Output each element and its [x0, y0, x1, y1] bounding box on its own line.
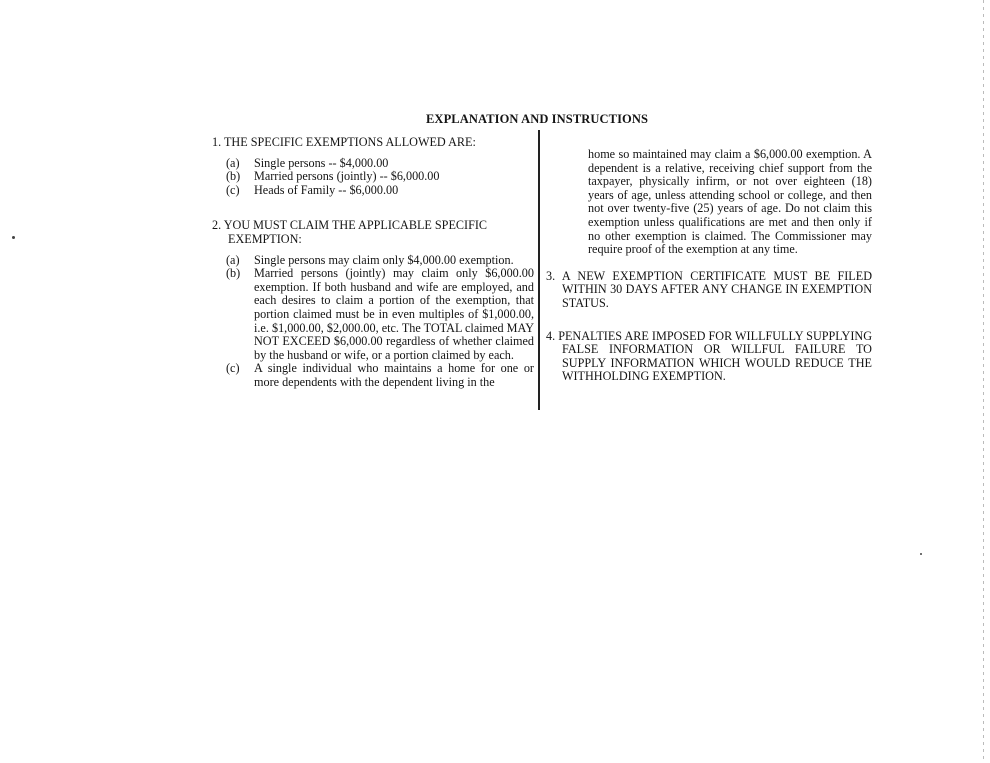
list-item — [212, 170, 534, 184]
section-1-heading: 1. THE SPECIFIC EXEMPTIONS ALLOWED ARE: — [212, 135, 476, 149]
list-item — [212, 157, 534, 171]
section-4-heading: 4. PENALTIES ARE IMPOSED FOR WILLFULLY SUPPLYING FALSE INFORMATION OR WILLFUL FAILURE TO SUPPLY INFORMATION WHICH WOULD REDUCE THE WITHHOLDING EXEMPTION. — [546, 328, 872, 384]
list-item — [212, 267, 534, 362]
column-divider — [538, 130, 540, 410]
list-item — [212, 254, 534, 268]
scan-speck — [920, 553, 922, 555]
right-column — [546, 148, 872, 384]
item-text: Single persons -- $4,000.00 — [254, 155, 389, 170]
item-text: Heads of Family -- $6,000.00 — [254, 182, 399, 197]
scan-speck — [12, 236, 15, 239]
item-letter: (b) — [226, 266, 241, 281]
item-letter: (b) — [226, 169, 241, 184]
item-letter: (c) — [226, 182, 240, 197]
page-title: EXPLANATION AND INSTRUCTIONS — [426, 112, 649, 126]
item-text: Single persons may claim only $4,000.00 exemption. — [254, 252, 514, 267]
section-3-heading: 3. A NEW EXEMPTION CERTIFICATE MUST BE FILED WITHIN 30 DAYS AFTER ANY CHANGE IN EXEMPTION STATUS. — [546, 268, 872, 310]
section-claim-exemption — [212, 219, 534, 389]
scan-edge-line — [983, 0, 984, 763]
section-1-list — [212, 157, 534, 198]
section-specific-exemptions — [212, 136, 534, 197]
left-column — [212, 136, 534, 390]
list-item — [212, 362, 534, 389]
item-letter: (a) — [226, 155, 240, 170]
item-letter: (c) — [226, 361, 240, 376]
section-2-list — [212, 254, 534, 390]
section-2c-continuation: home so maintained may claim a $6,000.00 exemption. A dependent is a relative, receiving chief support from the taxpayer, physically infirm, or not over eighteen (18) years of age, unless attending school or college, and then not over twenty-five (25) years of age. Do not claim this exemption unless qualifications are met and then only if no other exemption is claimed. The Commissioner may require proof of the exemption at any time. — [588, 147, 872, 257]
item-text: A single individual who maintains a home for one or more dependents with the dependent living in the — [254, 361, 534, 389]
item-text: Married persons (jointly) may claim only $6,000.00 exemption. If both husband and wife are employed, and each desires to claim a portion of the exemption, that portion claimed must be in even multiples of $1,000.00, i.e. $1,000.00, $2,000.00, etc. The TOTAL claimed MAY NOT EXCEED $6,000.00 regardless of whether claimed by the husband or wife, or a portion claimed by each. — [254, 266, 534, 362]
item-letter: (a) — [226, 252, 240, 267]
list-item — [212, 184, 534, 198]
section-2-heading: 2. YOU MUST CLAIM THE APPLICABLE SPECIFIC EXEMPTION: — [212, 218, 488, 246]
item-text: Married persons (jointly) -- $6,000.00 — [254, 169, 440, 184]
